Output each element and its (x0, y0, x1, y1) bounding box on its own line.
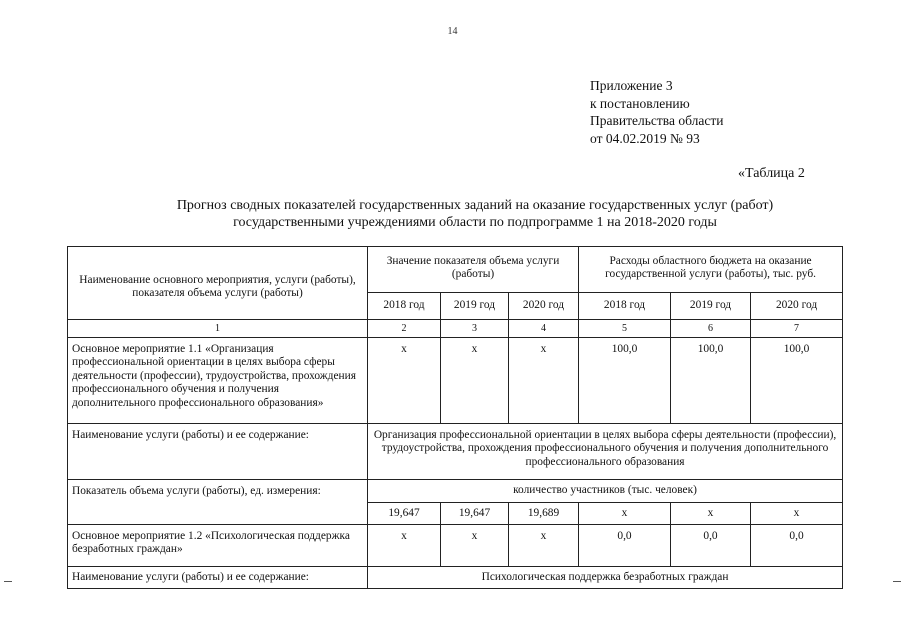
value-cell: х (509, 525, 579, 567)
year-cell: 2018 год (368, 293, 441, 320)
column-number: 7 (751, 320, 843, 338)
page-number: 14 (447, 26, 458, 37)
value-cell: 19,689 (509, 503, 579, 525)
title-line-1: Прогноз сводных показателей государственных заданий на оказание государственных услуг (работ) (176, 198, 774, 213)
service-label: Наименование услуги (работы) и ее содержание: (68, 567, 368, 589)
column-number: 3 (441, 320, 509, 338)
column-number: 6 (671, 320, 751, 338)
table-label: «Таблица 2 (738, 166, 805, 181)
year-cell: 2019 год (441, 293, 509, 320)
value-cell: х (751, 503, 843, 525)
year-cell: 2019 год (671, 293, 751, 320)
service-content: Организация профессиональной ориентации в целях выбора сферы деятельности (профессии), трудоустройства, прохождения профессионального обучения и получения дополнительного профессионального образования (368, 424, 843, 480)
column-number: 2 (368, 320, 441, 338)
table-row (68, 567, 843, 589)
year-cell: 2018 год (579, 293, 671, 320)
value-cell: х (368, 338, 441, 424)
forecast-table (67, 246, 843, 589)
header-row-numbers (68, 320, 843, 338)
appendix-line-2: к постановлению (590, 95, 690, 111)
indicator-unit: количество участников (тыс. человек) (368, 480, 843, 503)
table-row (68, 338, 843, 424)
scan-edge-mark (4, 581, 12, 582)
column-number: 5 (579, 320, 671, 338)
year-cell: 2020 год (509, 293, 579, 320)
appendix-line-4: от 04.02.2019 № 93 (590, 130, 700, 146)
value-cell: 19,647 (441, 503, 509, 525)
value-cell: х (441, 525, 509, 567)
year-cell: 2020 год (751, 293, 843, 320)
value-cell: 0,0 (671, 525, 751, 567)
table-row (68, 424, 843, 480)
appendix-line-1: Приложение 3 (590, 78, 673, 93)
value-cell: 100,0 (579, 338, 671, 424)
event-name: Основное мероприятие 1.2 «Психологическая поддержка безработных граждан» (68, 525, 368, 567)
title-line-2: государственными учреждениями области по подпрограмме 1 на 2018-2020 годы (233, 215, 717, 230)
value-cell: х (671, 503, 751, 525)
document-title (90, 197, 860, 231)
appendix-block (590, 77, 723, 147)
header-budget: Расходы областного бюджета на оказание государственной услуги (работы), тыс. руб. (579, 247, 843, 293)
value-cell: 0,0 (751, 525, 843, 567)
scan-edge-mark (893, 581, 901, 582)
table-row (68, 480, 843, 503)
value-cell: х (441, 338, 509, 424)
service-content: Психологическая поддержка безработных граждан (368, 567, 843, 589)
service-label: Наименование услуги (работы) и ее содержание: (68, 424, 368, 480)
value-cell: 100,0 (751, 338, 843, 424)
value-cell: 100,0 (671, 338, 751, 424)
column-number: 1 (68, 320, 368, 338)
event-name: Основное мероприятие 1.1 «Организация профессиональной ориентации в целях выбора сферы деятельности (профессии), трудоустройства, прохождения профессионального обучения и получения дополнительного профессионального образования» (68, 338, 368, 424)
column-number: 4 (509, 320, 579, 338)
table-row (68, 525, 843, 567)
header-row-groups (68, 247, 843, 293)
value-cell: 0,0 (579, 525, 671, 567)
header-volume: Значение показателя объема услуги (работы) (368, 247, 579, 293)
value-cell: х (368, 525, 441, 567)
indicator-label: Показатель объема услуги (работы), ед. измерения: (68, 480, 368, 525)
value-cell: х (579, 503, 671, 525)
value-cell: х (509, 338, 579, 424)
value-cell: 19,647 (368, 503, 441, 525)
appendix-line-3: Правительства области (590, 113, 724, 128)
header-name: Наименование основного мероприятия, услуги (работы), показателя объема услуги (работы) (68, 247, 368, 320)
